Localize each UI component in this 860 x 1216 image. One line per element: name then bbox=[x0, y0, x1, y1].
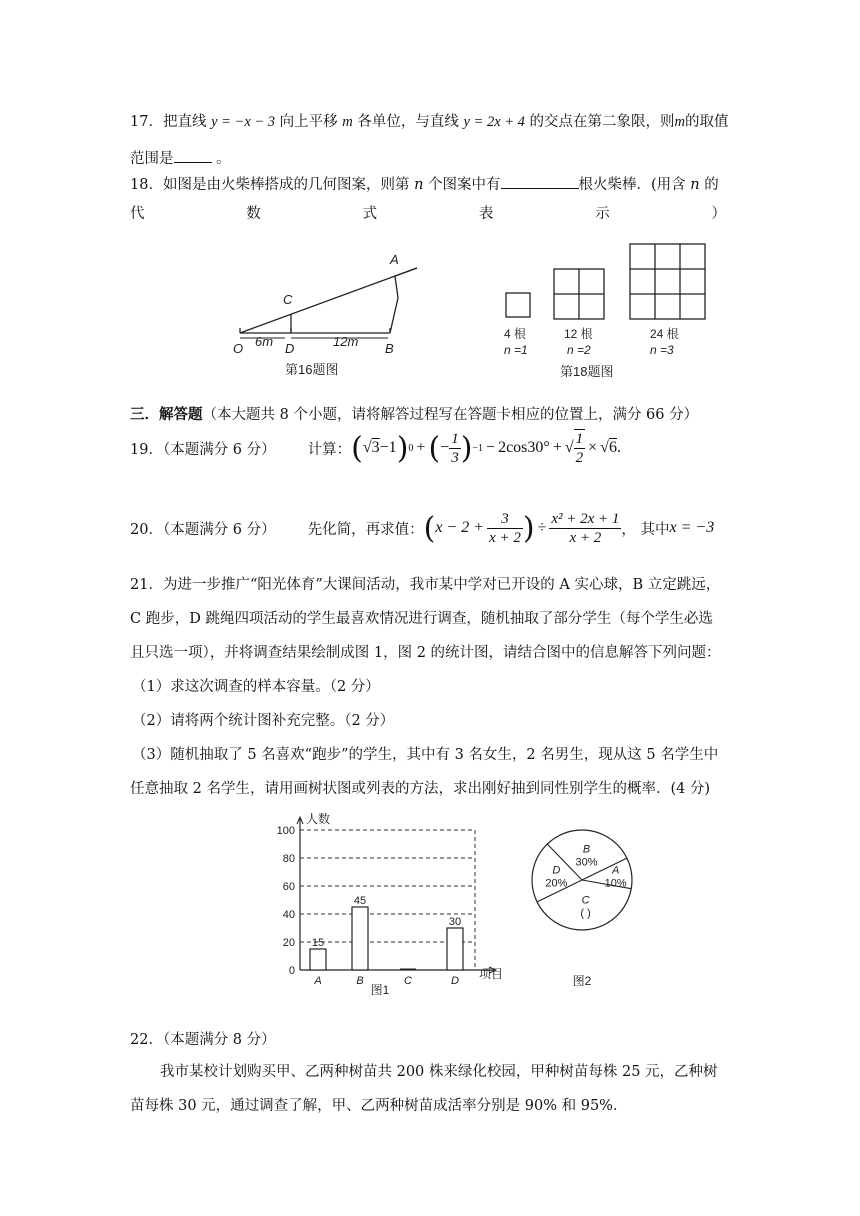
q18-text: 代 bbox=[130, 206, 145, 222]
q17-equation1: y = −x − 3 bbox=[211, 114, 276, 130]
q21-line-3: 且只选一项），并将调查结果绘制成图 1，图 2 的统计图，请结合图中的信息解答下列问题： bbox=[130, 645, 721, 661]
q17-text: 向上平移 bbox=[275, 114, 343, 130]
q17-line1 bbox=[130, 110, 729, 131]
q18-line1 bbox=[130, 173, 719, 194]
y-tick-label: 40 bbox=[282, 909, 295, 921]
fig16-distance-db: 12m bbox=[333, 334, 359, 349]
pie-chart bbox=[530, 825, 650, 1000]
section3-description: （本大题共 8 个小题，请将解答过程写在答题卡相应的位置上，满分 66 分） bbox=[202, 407, 699, 423]
x-tick-label-D: D bbox=[451, 975, 459, 987]
section3-heading bbox=[130, 403, 698, 424]
q17-equation2: y = 2x + 4 bbox=[463, 114, 525, 130]
slice-percent-A: 10% bbox=[604, 877, 627, 890]
slice-label-D: D bbox=[552, 864, 561, 877]
bar-B bbox=[352, 907, 368, 970]
slice-percent-D: 20% bbox=[545, 877, 568, 890]
fig16-label-C: C bbox=[283, 292, 293, 307]
bar-A bbox=[310, 949, 326, 970]
q21-part-1: （1）求这次调查的样本容量。（2 分） bbox=[132, 679, 380, 695]
x-axis-label: 项目 bbox=[479, 967, 504, 981]
fig18-n-2: n =2 bbox=[567, 343, 591, 357]
slice-label-A: A bbox=[611, 864, 620, 877]
q18-text: 式 bbox=[362, 206, 378, 222]
fig18-count-1: 4 根 bbox=[504, 327, 527, 341]
q18-text: 数 bbox=[246, 206, 261, 222]
q18-line2 bbox=[130, 202, 726, 223]
q17-text: 范围是 bbox=[130, 151, 174, 167]
chart-caption: 图1 bbox=[370, 983, 390, 997]
q18-text: 的 bbox=[699, 177, 719, 193]
q20-label: 20．（本题满分 6 分） bbox=[130, 521, 276, 538]
q21-line-7: 任意抽取 2 名学生，请用画树状图或列表的方法，求出刚好抽到同性别学生的概率．(4 分) bbox=[130, 781, 711, 797]
bar-chart bbox=[270, 810, 510, 1000]
q20-expression: ( x − 2 + $\frac{3}{x + 2}$ ) ÷ $\frac{\text{x² + 2x + 1}}{x + 2}$ bbox=[423, 510, 620, 546]
fig16-label-O: O bbox=[233, 341, 244, 356]
q17-var-m: m bbox=[342, 114, 353, 130]
q21-part-2: （2）请将两个统计图补充完整。（2 分） bbox=[132, 713, 395, 729]
q22-label: 22．（本题满分 8 分） bbox=[130, 1032, 276, 1048]
fig18-n-1: n =1 bbox=[504, 343, 528, 357]
q21-part-3: （3）随机抽取了 5 名喜欢“跑步”的学生，其中有 3 名女生，2 名男生，现从这 5 名学生中 bbox=[132, 747, 719, 763]
fig16-distance-od: 6m bbox=[255, 334, 274, 349]
q17-answer-blank[interactable] bbox=[174, 148, 212, 163]
data-label-D: 30 bbox=[448, 916, 462, 928]
y-tick-label: 20 bbox=[282, 937, 295, 949]
figure-18 bbox=[500, 240, 715, 385]
chart-caption: 图2 bbox=[572, 974, 592, 988]
y-axis-label: 人数 bbox=[306, 812, 331, 826]
section3-title: 三．解答题 bbox=[130, 406, 203, 423]
fig16-label-B: B bbox=[385, 341, 394, 356]
x-tick-label-B: B bbox=[356, 975, 364, 987]
fig18-count-2: 12 根 bbox=[564, 327, 593, 341]
slice-percent-C: ( ) bbox=[580, 907, 591, 920]
q17-text: 17．把直线 bbox=[130, 114, 212, 130]
q20-condition: x = −3 bbox=[669, 519, 715, 536]
y-tick-label: 0 bbox=[288, 965, 295, 977]
figure-16 bbox=[225, 248, 425, 383]
q21-line-2: C 跑步，D 跳绳四项活动的学生最喜欢情况进行调查，随机抽取了部分学生（每个学生必选 bbox=[130, 611, 713, 627]
data-label-A: 15 bbox=[311, 937, 325, 949]
q19-expression: ( √3−1 ) 0 + ( − $\frac{1}{3}$ ) −1 − 2cos30° + √ $\frac{1}{2}$ × √6 . bbox=[351, 430, 621, 466]
q20-where: ， 其中 bbox=[621, 521, 670, 538]
y-tick-label: 100 bbox=[276, 825, 295, 837]
q18-var-n: n bbox=[690, 177, 700, 193]
q18-answer-blank[interactable] bbox=[501, 174, 579, 189]
q18-text: 个图案中有 bbox=[423, 177, 501, 193]
bar-D bbox=[447, 928, 463, 970]
q19-label: 19．（本题满分 6 分） bbox=[130, 441, 276, 458]
fig18-count-3: 24 根 bbox=[650, 327, 679, 341]
q17-line2 bbox=[130, 147, 231, 168]
q22-line-1: 我市某校计划购买甲、乙两种树苗共 200 株来绿化校园，甲种树苗每株 25 元，乙种树 bbox=[160, 1064, 718, 1080]
fig16-label-D: D bbox=[285, 341, 295, 356]
q18-text: 示 bbox=[595, 206, 610, 222]
q17-text: 。 bbox=[211, 151, 231, 167]
q18-text: 根火柴棒．(用含 bbox=[578, 177, 691, 193]
fig16-label-A: A bbox=[390, 252, 399, 267]
q18-text: 表 bbox=[478, 206, 494, 222]
q17-text: 各单位，与直线 bbox=[352, 114, 464, 130]
slice-percent-B: 30% bbox=[575, 856, 598, 869]
slice-label-B: B bbox=[582, 843, 591, 856]
q18-text: 18．如图是由火柴棒搭成的几何图案，则第 bbox=[130, 177, 415, 193]
q19-prompt: 计算： bbox=[307, 441, 352, 458]
q20-line bbox=[130, 508, 714, 548]
q19-line bbox=[130, 428, 621, 468]
fig18-caption: 第18题图 bbox=[560, 364, 614, 379]
x-tick-label-A: A bbox=[314, 975, 322, 987]
q18-var-n: n bbox=[414, 177, 424, 193]
x-tick-label-C: C bbox=[404, 975, 412, 987]
q18-text: ） bbox=[711, 206, 726, 222]
fig18-n-3: n =3 bbox=[650, 343, 674, 357]
y-tick-label: 60 bbox=[282, 881, 295, 893]
fig16-caption: 第16题图 bbox=[285, 362, 339, 377]
q17-var-m: m bbox=[674, 114, 686, 130]
q22-line-2: 苗每株 30 元，通过调查了解，甲、乙两种树苗成活率分别是 90% 和 95%． bbox=[130, 1098, 628, 1114]
y-tick-label: 80 bbox=[282, 853, 295, 865]
q21-line-1: 21．为进一步推广“阳光体育”大课间活动，我市某中学对已开设的 A 实心球，B 立定跳远， bbox=[130, 577, 721, 593]
q17-text: 的交点在第二象限，则 bbox=[524, 114, 675, 130]
data-label-B: 45 bbox=[353, 895, 367, 907]
slice-label-C: C bbox=[581, 894, 590, 907]
q20-prompt: 先化简，再求值： bbox=[307, 521, 424, 538]
q17-text: 的取值 bbox=[685, 114, 729, 130]
